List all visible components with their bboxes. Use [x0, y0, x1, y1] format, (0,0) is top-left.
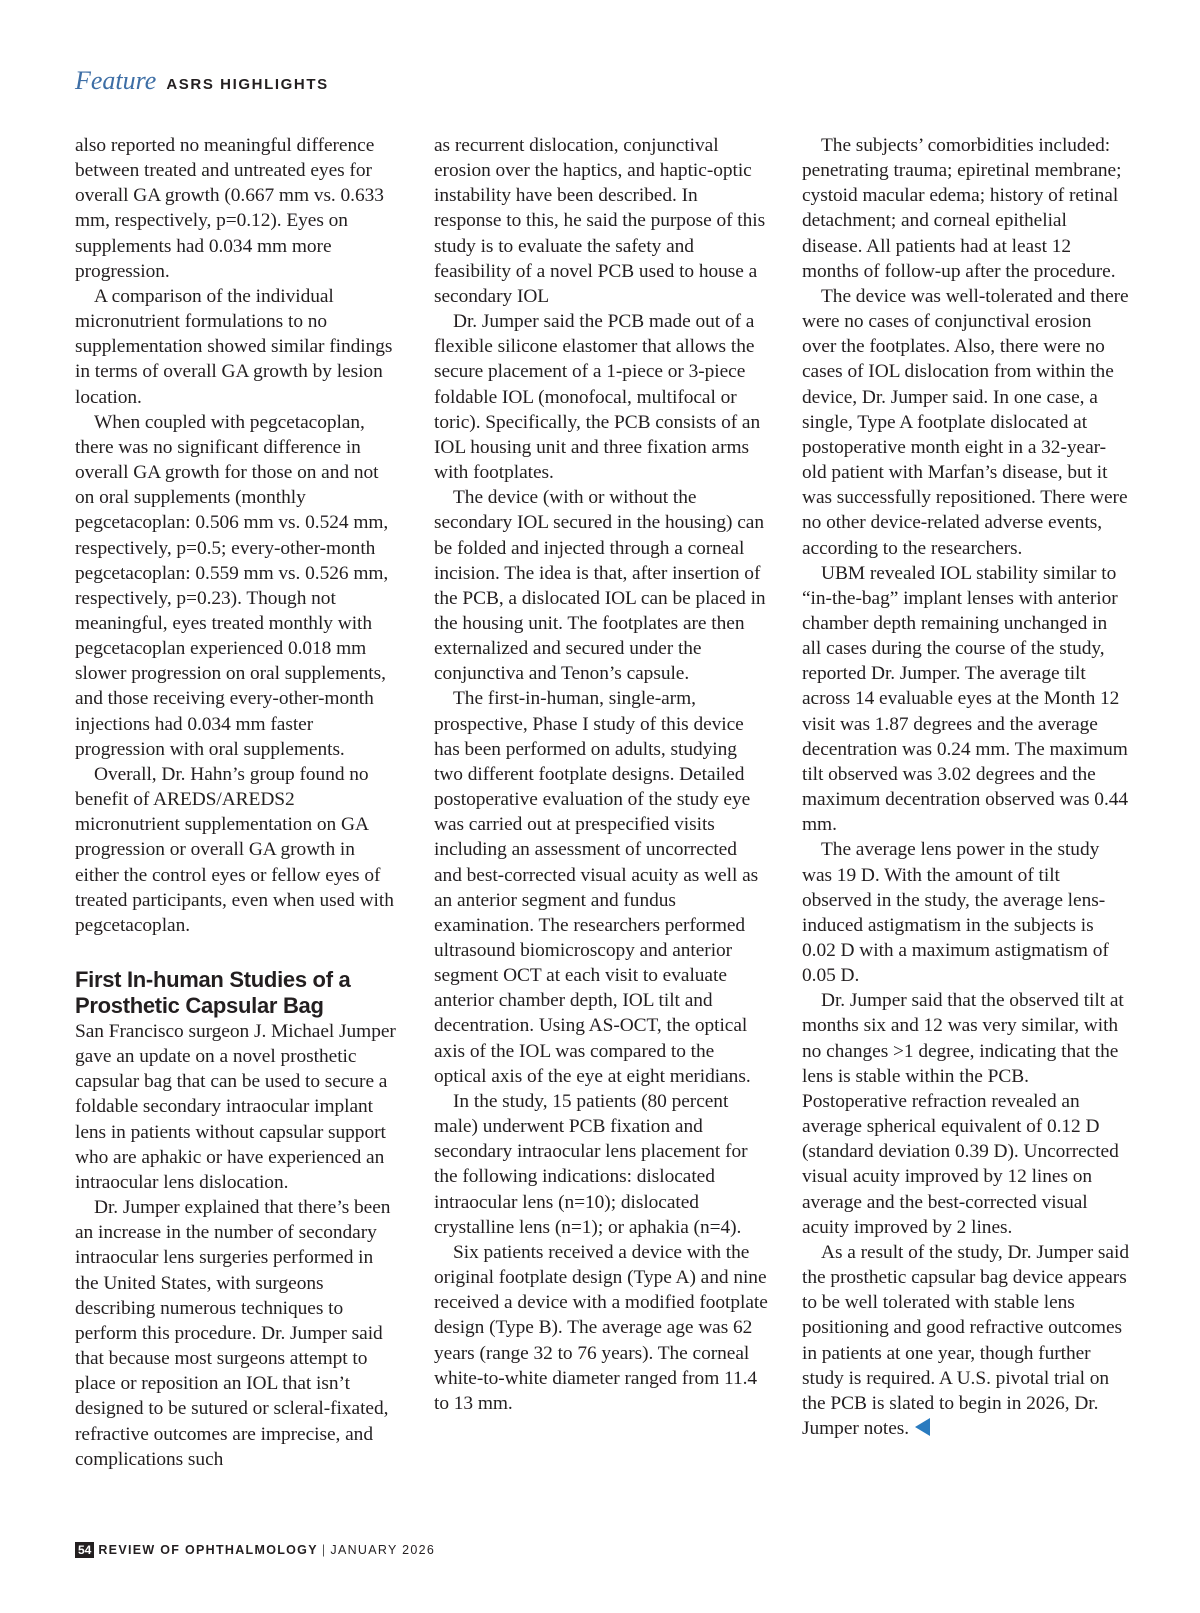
section-label: ASRS HIGHLIGHTS — [166, 76, 329, 93]
final-paragraph — [802, 1240, 1129, 1441]
page-footer — [75, 1542, 435, 1558]
issue-date: JANUARY 2026 — [330, 1543, 436, 1557]
paragraph: The device was well-tolerated and there were no cases of conjunctival erosion over the footplates. Also, there were no cases of IOL dislocation from within the device, Dr. Jumper said. In one case, a single, Type A footplate dislocated at postoperative month eight in a 32-year-old patient with Marfan’s disease, but it was successfully repositioned. There were no other device-related adverse events, according to the researchers. — [802, 285, 1129, 559]
paragraph: Dr. Jumper said the PCB made out of a flexible silicone elastomer that allows the secure placement of a 1-piece or 3-piece foldable IOL (monofocal, multifocal or toric). Specifically, the PCB consists of an IOL housing unit and three fixation arms with footplates. — [434, 311, 761, 484]
article-column-2 — [434, 133, 768, 1416]
article-column-1 — [75, 133, 397, 1472]
paragraph-text: As a result of the study, Dr. Jumper said the prosthetic capsular bag device appears to be well tolerated with stable lens positioning and good refractive outcomes in patients at one year, though further study is required. A U.S. pivotal trial on the PCB is slated to begin in 2026, Dr. Jumper notes. — [802, 1241, 1129, 1439]
paragraph: Dr. Jumper explained that there’s been an increase in the number of secondary intraocular lens surgeries performed in the United States, with surgeons describing numerous techniques to perform this procedure. Dr. Jumper said that because most surgeons attempt to place or reposition an IOL that isn’t designed to be sutured or scleral-fixated, refractive outcomes are imprecise, and complications such — [75, 1197, 391, 1470]
paragraph: The average lens power in the study was 19 D. With the amount of tilt observed in the study, the average lens-induced astigmatism in the subjects is 0.02 D with a maximum astigmatism of 0.05 D. — [802, 839, 1109, 987]
paragraph: In the study, 15 patients (80 percent male) underwent PCB fixation and secondary intraocular lens placement for the following indications: dislocated intraocular lens (n=10); dislocated crystalline lens (n=1); or aphakia (n=4). — [434, 1090, 748, 1238]
feature-label: Feature — [75, 66, 157, 95]
paragraph: also reported no meaningful difference between treated and untreated eyes for overall GA growth (0.667 mm vs. 0.633 mm, respectively, p=0.12). Eyes on supplements had 0.034 mm more progression. — [75, 135, 384, 282]
paragraph: San Francisco surgeon J. Michael Jumper gave an update on a novel prosthetic capsular bag that can be used to secure a foldable secondary intraocular implant lens in patients without capsular support who are aphakic or have experienced an intraocular lens dislocation. — [75, 1021, 396, 1193]
left-triangle-icon — [915, 1418, 930, 1436]
paragraph: The subjects’ comorbidities included: penetrating trauma; epiretinal membrane; cystoid macular edema; history of retinal detachment; and corneal epithelial disease. All patients had at least 12 months of follow-up after the procedure. — [802, 135, 1122, 282]
paragraph: Six patients received a device with the original footplate design (Type A) and nine received a device with a modified footplate design (Type B). The average age was 62 years (range 32 to 76 years). The corneal white-to-white diameter ranged from 11.4 to 13 mm. — [434, 1241, 768, 1414]
paragraph: The first-in-human, single-arm, prospective, Phase I study of this device has been performed on adults, studying two different footplate designs. Detailed postoperative evaluation of the study eye was carried out at prespecified visits including an assessment of uncorrected and best-corrected visual acuity as well as an anterior segment and fundus examination. The researchers performed ultrasound biomicroscopy and anterior segment OCT at each visit to evaluate anterior chamber depth, IOL tilt and decentration. Using AS-OCT, the optical axis of the IOL was compared to the optical axis of the eye at eight meridians. — [434, 688, 759, 1087]
magazine-name: REVIEW OF OPHTHALMOLOGY — [98, 1543, 318, 1557]
paragraph: Dr. Jumper said that the observed tilt at months six and 12 was very similar, with no changes >1 degree, indicating that the lens is stable within the PCB. Postoperative refraction revealed an average spherical equivalent of 0.12 D (standard deviation 0.39 D). Uncorrected visual acuity improved by 12 lines on average and the best-corrected visual acuity improved by 2 lines. — [802, 990, 1124, 1238]
page-header — [75, 66, 329, 96]
footer-separator: | — [321, 1543, 327, 1557]
paragraph: UBM revealed IOL stability similar to “in-the-bag” implant lenses with anterior chamber depth remaining unchanged in all cases during the course of the study, reported Dr. Jumper. The average tilt across 14 evaluable eyes at the Month 12 visit was 1.87 degrees and the average decentration was 0.24 mm. The maximum tilt observed was 3.02 degrees and the maximum decentration observed was 0.44 mm. — [802, 562, 1129, 836]
page-number: 54 — [75, 1542, 94, 1558]
paragraph: The device (with or without the secondary IOL secured in the housing) can be folded and injected through a corneal incision. The idea is that, after insertion of the PCB, a dislocated IOL can be placed in the housing unit. The footplates are then externalized and secured under the conjunctiva and Tenon’s capsule. — [434, 487, 766, 685]
section-subhead: First In-human Studies of a Prosthetic Capsular Bag — [75, 967, 351, 1018]
paragraph: as recurrent dislocation, conjunctival erosion over the haptics, and haptic-optic instability have been described. In response to this, he said the purpose of this study is to evaluate the safety and feasibility of a novel PCB used to house a secondary IOL — [434, 135, 766, 307]
article-column-3 — [802, 133, 1129, 1441]
paragraph: When coupled with pegcetacoplan, there was no significant difference in overall GA growth for those on and not on oral supplements (monthly pegcetacoplan: 0.506 mm vs. 0.524 mm, respectively, p=0.5; every-other-month pegcetacoplan: 0.559 mm vs. 0.526 mm, respectively, p=0.23). Though not meaningful, eyes treated monthly with pegcetacoplan experienced 0.018 mm slower progression on oral supplements, and those receiving every-other-month injections had 0.034 mm faster progression with oral supplements. — [75, 411, 389, 760]
paragraph: Overall, Dr. Hahn’s group found no benefit of AREDS/AREDS2 micronutrient supplementation on GA progression or overall GA growth in either the control eyes or fellow eyes of treated participants, even when used with pegcetacoplan. — [75, 763, 394, 936]
paragraph: A comparison of the individual micronutrient formulations to no supplementation showed similar findings in terms of overall GA growth by lesion location. — [75, 285, 393, 408]
